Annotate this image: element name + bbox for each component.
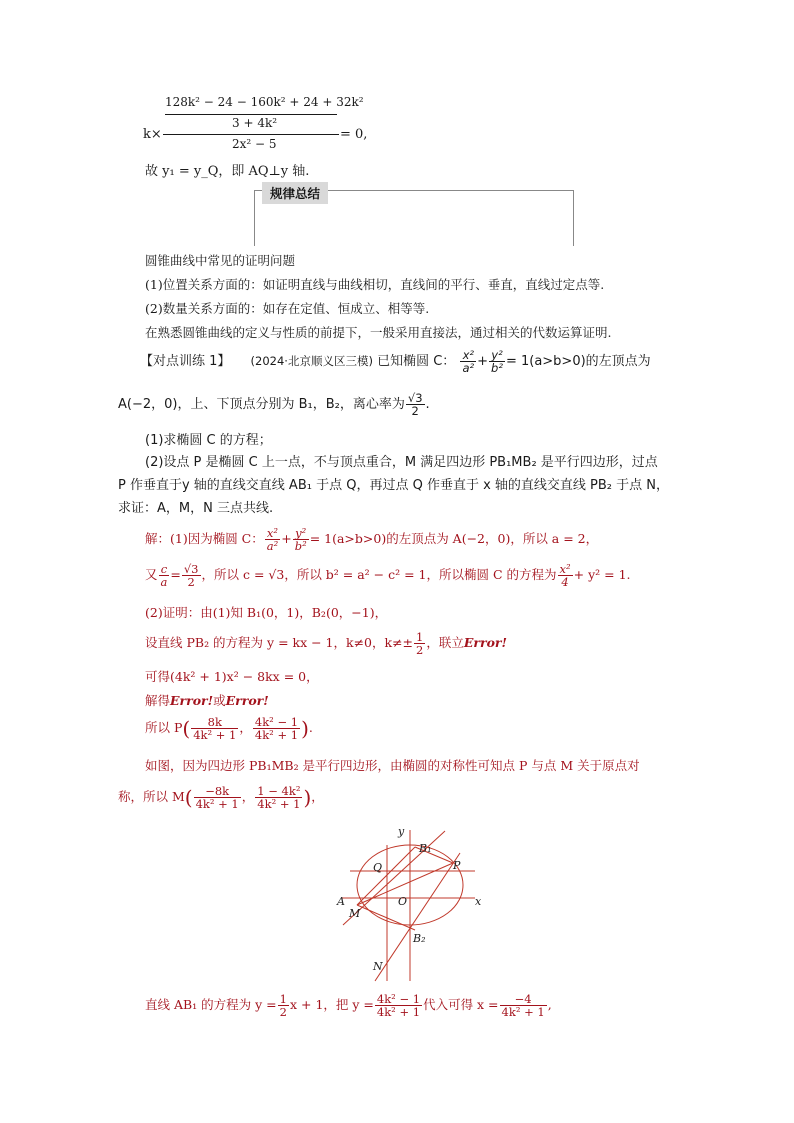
problem-line-1: 【对点训练 1】 (2024·北京顺义区三模) 已知椭圆 C： $\frac{\text{x²}}{\text{a²}}$ + $\frac{\text{y²}}{\text{b²}}$ = 1(a>b>0)的左顶点为 (140, 348, 651, 376)
solution-line-1: 解：(1)因为椭圆 C： $\frac{\text{x²}}{\text{a²}}$ + $\frac{\text{y²}}{\text{b²}}$ = 1(a>b>0)的左顶点为 A(−2，0)，所以 a = 2， (145, 526, 599, 554)
solution-line-7: 所以 P( $\frac{8k}{\text{4k² + 1}}$ ， $\frac{\text{4k² − 1}}{\text{4k² + 1}}$ ). (145, 715, 313, 743)
label-a: A (337, 895, 345, 908)
line-mb2 (357, 905, 415, 930)
summary-item-3: 在熟悉圆锥曲线的定义与性质的前提下，一般采用直接法，通过相关的代数运算证明. (145, 325, 612, 340)
problem-source: (2024·北京顺义区三模) (250, 354, 373, 369)
error-text-2: Error! (170, 693, 214, 708)
top-fraction-denominator: 2x² − 5 (232, 137, 277, 151)
conclusion-line: 故 y₁ = y_Q，即 AQ⊥y 轴. (145, 164, 310, 179)
solution-line-4: 设直线 PB₂ 的方程为 y = kx − 1，k≠0，k≠± $\frac{1}{2}$ ，联立Error! (145, 630, 507, 658)
ellipse-figure (335, 825, 485, 985)
frac-half-2: $\frac{1}{2}$ (279, 992, 287, 1020)
rule-box-title: 规律总结 (262, 182, 328, 204)
fraction-bar-main (163, 134, 339, 135)
question-2-line-2: P 作垂直于y 轴的直线交直线 AB₁ 于点 Q，再过点 Q 作垂直于 x 轴的直线交直线 PB₂ 于点 N， (118, 478, 669, 493)
error-text-1: Error! (463, 635, 507, 651)
solution-line-9: 称，所以 M( $\frac{-8k}{\text{4k² + 1}}$ ， $\frac{\text{1 − 4k²}}{\text{4k² + 1}}$ )， (118, 784, 324, 812)
frac-px: $\frac{8k}{\text{4k² + 1}}$ (193, 715, 237, 743)
summary-heading: 圆锥曲线中常见的证明问题 (145, 253, 296, 268)
frac-x2-4: $\frac{\text{x²}}{4}$ (559, 562, 571, 590)
question-1: (1)求椭圆 C 的方程； (145, 433, 272, 448)
frac-sqrt3-2-sol: $\frac{√3}{2}$ (183, 562, 199, 590)
problem-line-2: A(−2，0)，上、下顶点分别为 B₁，B₂，离心率为 $\frac{√3}{2}$ . (118, 391, 430, 419)
frac-half: $\frac{1}{2}$ (416, 630, 424, 658)
frac-yval: $\frac{\text{4k² − 1}}{\text{4k² + 1}}$ (376, 992, 421, 1020)
problem-intro: 已知椭圆 C： (377, 354, 456, 370)
frac-py: $\frac{\text{4k² − 1}}{\text{4k² + 1}}$ (254, 715, 299, 743)
summary-item-1: (1)位置关系方面的：如证明直线与曲线相切，直线间的平行、垂直，直线过定点等. (145, 277, 605, 292)
frac-x2-a2-sol: $\frac{\text{x²}}{\text{a²}}$ (266, 526, 279, 554)
label-o: O (398, 895, 408, 908)
error-text-3: Error! (225, 693, 269, 708)
frac-xval: $\frac{-4}{\text{4k² + 1}}$ (501, 992, 545, 1020)
label-y: y (398, 825, 405, 838)
frac-my: $\frac{\text{1 − 4k²}}{\text{4k² + 1}}$ (257, 784, 301, 812)
label-b2: B₂ (413, 932, 426, 945)
label-x: x (475, 895, 482, 908)
fraction-bar-inner (165, 114, 337, 115)
question-2-line-3: 求证：A，M，N 三点共线. (118, 501, 274, 516)
solution-line-5: 可得(4k² + 1)x² − 8kx = 0， (145, 669, 319, 684)
label-b1: B₁ (419, 842, 432, 855)
solution-line-3: (2)证明：由(1)知 B₁(0，1)，B₂(0，−1)， (145, 605, 388, 620)
solution-line-6: 解得Error!或Error! (145, 693, 269, 708)
solution-line-2: 又 $\frac{c}{a}$ = $\frac{√3}{2}$ ，所以 c = √3，所以 b² = a² − c² = 1，所以椭圆 C 的方程为 $\frac{\text{x²}}{4}$ + y² = 1. (145, 562, 631, 590)
question-2-line-1: (2)设点 P 是椭圆 C 上一点，不与顶点重合，M 满足四边形 PB₁MB₂ 是平行四边形，过点 (145, 455, 658, 470)
frac-x2-a2: $\frac{\text{x²}}{\text{a²}}$ (462, 348, 475, 376)
label-p: P (453, 859, 461, 872)
eq-zero: = 0, (340, 127, 368, 142)
frac-c-a: $\frac{c}{a}$ (160, 562, 168, 590)
k-times: k× (143, 127, 162, 142)
ellipse-tail: = 1(a>b>0)的左顶点为 (505, 354, 651, 370)
label-m: M (349, 907, 361, 920)
label-n: N (373, 960, 383, 973)
label-q: Q (373, 861, 383, 874)
summary-item-2: (2)数量关系方面的：如存在定值、恒成立、相等等. (145, 301, 430, 316)
line-pb2 (375, 853, 460, 981)
solution-line-10: 直线 AB₁ 的方程为 y = $\frac{1}{2}$ x + 1，把 y = $\frac{\text{4k² − 1}}{\text{4k² + 1}}$ 代入可得 x = $\frac{-4}{\text{4k² + 1}}$ , (145, 992, 552, 1020)
frac-y2-b2: $\frac{\text{y²}}{\text{b²}}$ (491, 348, 503, 376)
frac-sqrt3-2: $\frac{√3}{2}$ (407, 391, 423, 419)
top-fraction-numerator: 128k² − 24 − 160k² + 24 + 32k² (165, 95, 364, 109)
problem-tag: 【对点训练 1】 (140, 354, 231, 370)
frac-y2-b2-sol: $\frac{\text{y²}}{\text{b²}}$ (294, 526, 307, 554)
top-fraction-inner-denominator: 3 + 4k² (232, 116, 278, 130)
solution-line-8: 如图，因为四边形 PB₁MB₂ 是平行四边形，由椭圆的对称性可知点 P 与点 M 关于原点对 (145, 758, 640, 773)
frac-mx: $\frac{-8k}{\text{4k² + 1}}$ (195, 784, 239, 812)
